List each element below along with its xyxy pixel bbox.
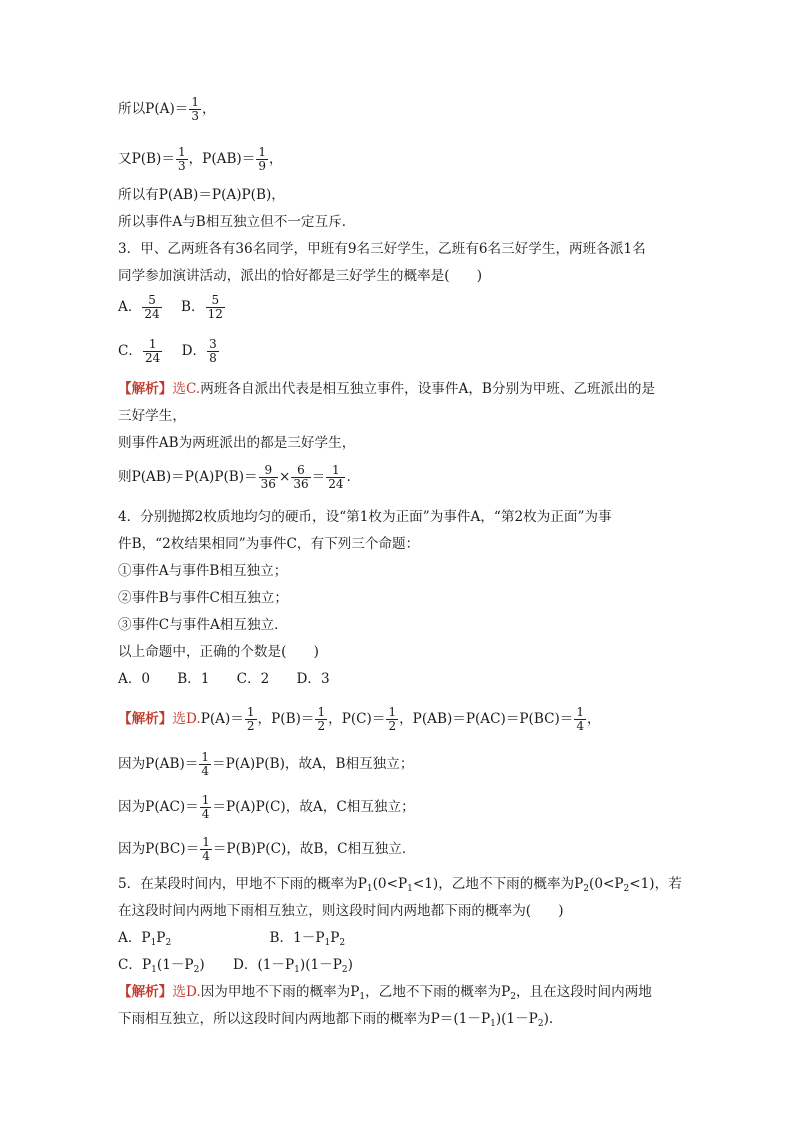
proposition: ②事件B与事件C相互独立；: [118, 590, 288, 606]
question-3-options-ab: [118, 294, 226, 321]
text: 所以P(A)＝: [118, 101, 189, 117]
option-d: D．$(1-P_1)(1-P_2)$: [232, 957, 353, 975]
fraction: $\frac{1}{9}$: [258, 145, 266, 173]
solution-line: 又P(B)＝ $\frac{1}{3}$ ，P(AB)＝ $\frac{1}{9}$ ，: [118, 145, 283, 173]
question-4-stem: 件B，“2枚结果相同”为事件C，有下列三个命题：: [118, 536, 420, 552]
analysis-line: 因为P(AC)＝ $\frac{1}{4}$ ＝P(A)P(C)，故A，C相互独立；: [118, 793, 415, 821]
answer-choice: 选C.: [172, 381, 201, 397]
analysis-tag: 【解析】: [118, 984, 173, 1000]
solution-line: 所以P(A)＝ $\frac{1}{3}$ ，: [118, 95, 216, 123]
question-5-options-cd: [118, 956, 353, 979]
solution-line: 所以有P(AB)＝P(A)P(B)，: [118, 187, 285, 203]
question-3-stem: 同学参加演讲活动，派出的恰好都是三好学生的概率是( ): [118, 268, 483, 284]
question-4-analysis: 【解析】选D.P(A)＝ $\frac{1}{2}$ ，P(B)＝ $\frac{1}{2}$ ，P(C)＝ $\frac{1}{2}$ ，P(AB)＝P(AC)＝P(BC)＝ $\frac{1}{4}$ ，: [118, 705, 601, 733]
analysis-line: 因为P(BC)＝ $\frac{1}{4}$ ＝P(B)P(C)，故B，C相互独立．: [118, 835, 416, 863]
analysis-line: 下雨相互独立，所以这段时间内两地都下雨的概率为$P=(1-P_1)(1-P_2)$.: [118, 1011, 554, 1029]
option-d: D． $\frac{3}{8}$: [181, 337, 217, 365]
analysis-line: 因为P(AB)＝ $\frac{1}{4}$ ＝P(A)P(B)，故A，B相互独立；: [118, 750, 414, 778]
question-5-stem: 在这段时间内两地下雨相互独立，则这段时间内两地都下雨的概率为( ): [118, 903, 564, 919]
analysis-line: 则P(AB)＝P(A)P(B)＝ $\frac{9}{36}$ × $\frac{6}{36}$ ＝ $\frac{1}{24}$ .: [118, 463, 351, 491]
question-4-ask: 以上命题中，正确的个数是( ): [118, 644, 319, 660]
fraction: $\frac{1}{3}$: [177, 145, 186, 173]
fraction: $\frac{1}{3}$: [191, 95, 199, 123]
question-4-options: A．0 B．1 C．2 D．3: [118, 671, 330, 687]
proposition: ①事件A与事件B相互独立；: [118, 563, 288, 579]
question-5-options-ab: [118, 929, 345, 952]
answer-choice: 选D.: [172, 984, 201, 1000]
question-3-options-cd: [118, 338, 220, 365]
option-c: C． $\frac{1}{24}$: [118, 337, 161, 365]
option-a: A． $\frac{5}{24}$: [118, 293, 160, 321]
proposition: ③事件C与事件A相互独立．: [118, 617, 288, 633]
question-4-stem: 4．分别抛掷2枚质地均匀的硬币，设“第1枚为正面”为事件A，“第2枚为正面”为事: [118, 509, 612, 525]
analysis-tag: 【解析】: [118, 381, 173, 397]
analysis-tag: 【解析】: [118, 711, 173, 727]
option-c: C．$P_1(1-P_2)$: [118, 957, 205, 975]
question-5-analysis: 【解析】选D.因为甲地不下雨的概率为$P_1$，乙地不下雨的概率为$P_2$，且在这段时间内两地: [118, 984, 652, 1002]
answer-choice: 选D.: [172, 711, 201, 727]
option-b: B．$1-P_1P_2$: [269, 930, 346, 948]
question-3-stem: 3．甲、乙两班各有36名同学，甲班有9名三好学生，乙班有6名三好学生，两班各派1名: [118, 241, 646, 257]
analysis-line: 则事件AB为两班派出的都是三好学生，: [118, 435, 356, 451]
option-a: A．$P_1P_2$: [118, 930, 172, 948]
question-3-analysis: 【解析】选C.两班各自派出代表是相互独立事件，设事件A，B分别为甲班、乙班派出的是: [118, 381, 656, 397]
option-b: B． $\frac{5}{12}$: [181, 293, 223, 321]
question-5-stem: 5．在某段时间内，甲地不下雨的概率为$P_1(0<P_1<1)$，乙地不下雨的概率为$P_2(0<P_2<1)$，若: [118, 876, 682, 894]
analysis-line: 三好学生，: [118, 408, 186, 424]
solution-line: 所以事件A与B相互独立但不一定互斥．: [118, 214, 356, 230]
